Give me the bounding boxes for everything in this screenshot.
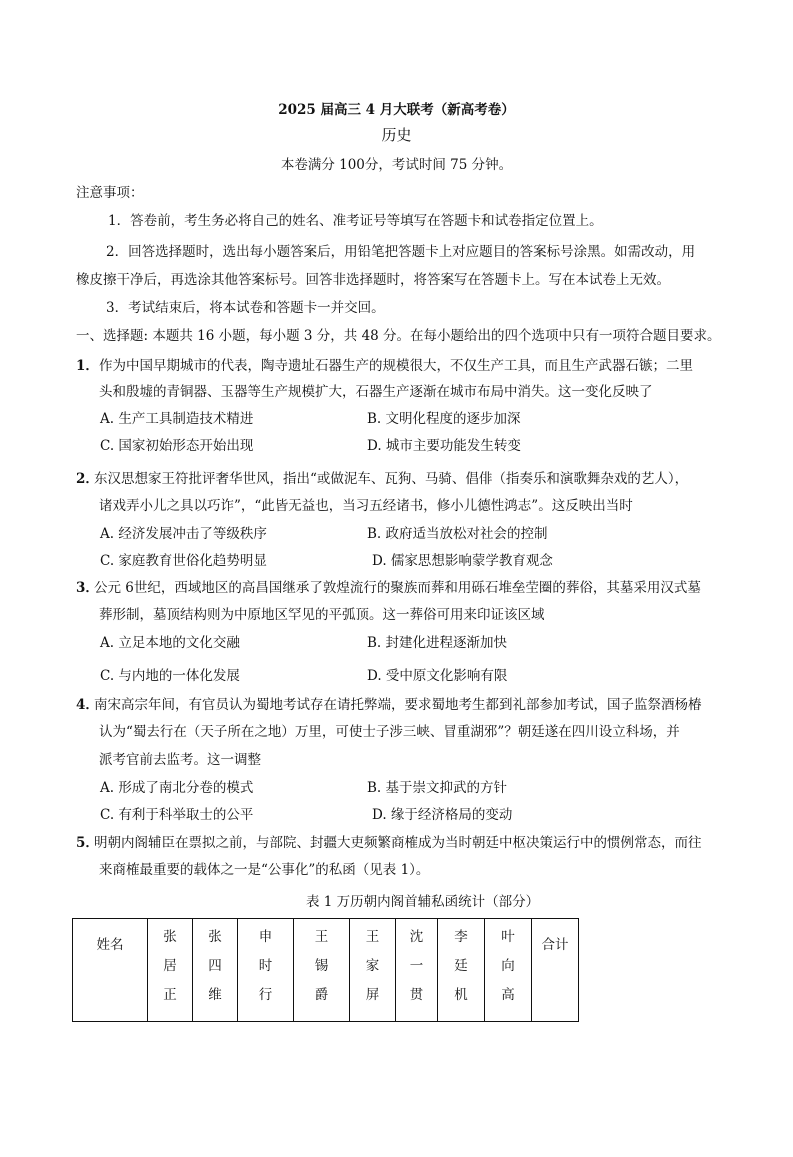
question-1-line-2: 头和殷墟的青铜器、玉器等生产规模扩大，石器生产逐渐在城市布局中消失。这一变化反映了 — [99, 384, 653, 400]
question-3-option-b[interactable]: B. 封建化进程逐渐加快 — [367, 635, 508, 651]
table-header-name: 姓名 — [73, 919, 148, 1022]
table-caption: 表 1 万历朝内阁首辅私函统计（部分） — [306, 894, 540, 910]
question-5-line-2: 来商榷最重要的载体之一是“公事化”的私函（见表 1）。 — [99, 862, 430, 878]
question-3-line-2: 葬形制，墓顶结构则为中原地区罕见的平弧顶。这一葬俗可用来印证该区域 — [99, 607, 545, 623]
notice-item-2-line-2: 橡皮擦干净后，再选涂其他答案标号。回答非选择题时，将答案写在答题卡上。写在本试卷上无效。 — [76, 272, 670, 288]
table-header-row — [73, 919, 579, 1022]
notice-heading: 注意事项： — [76, 185, 144, 201]
notice-item-3: 3．考试结束后，将本试卷和答题卡一并交回。 — [106, 300, 385, 316]
section-heading: 一、选择题: 本题共 16 小题，每小题 3 分，共 48 分。在每小题给出的四个选项中只有一项符合题目要求。 — [76, 328, 721, 344]
private-letters-table — [72, 918, 579, 1022]
question-1-option-d[interactable]: D. 城市主要功能发生转变 — [367, 438, 521, 454]
question-1-option-c[interactable]: C. 国家初始形态开始出现 — [100, 438, 254, 454]
subject-title: 历史 — [381, 126, 412, 144]
question-4-option-c[interactable]: C. 有利于科举取士的公平 — [100, 807, 254, 823]
question-3-option-a[interactable]: A. 立足本地的文化交融 — [100, 635, 240, 651]
notice-item-2-line-1: 2．回答选择题时，选出每小题答案后，用铅笔把答题卡上对应题目的答案标号涂黑。如需改动，用 — [106, 244, 696, 260]
question-2-number: 2． — [76, 471, 99, 487]
table-header-cell: 李 廷 机 — [438, 919, 485, 1022]
table-header-cell: 王 家 屏 — [350, 919, 396, 1022]
question-3-option-d[interactable]: D. 受中原文化影响有限 — [367, 668, 508, 684]
question-1-number: 1． — [76, 358, 99, 374]
question-4-line-1: 南宋高宗年间，有官员认为蜀地考试存在请托弊端，要求蜀地考生都到礼部参加考试，国子监祭酒杨椿 — [94, 697, 702, 713]
question-1-option-b[interactable]: B. 文明化程度的逐步加深 — [367, 411, 521, 427]
exam-info: 本卷满分 100分，考试时间 75 分钟。 — [280, 157, 513, 173]
question-2-line-2: 诸戏弄小儿之具以巧诈”，“此皆无益也，当习五经诸书，修小儿德性鸿志”。这反映出当时 — [99, 498, 633, 514]
question-1-line-1: 作为中国早期城市的代表，陶寺遗址石器生产的规模很大，不仅生产工具，而且生产武器石镞；二里 — [99, 358, 693, 374]
question-4-option-a[interactable]: A. 形成了南北分卷的模式 — [100, 780, 254, 796]
question-2-option-b[interactable]: B. 政府适当放松对社会的控制 — [367, 526, 548, 542]
question-5-line-1: 明朝内阁辅臣在票拟之前，与部院、封疆大吏频繁商榷成为当时朝廷中枢决策运行中的惯例常态，而往 — [94, 835, 702, 851]
table-header-cell: 申 时 行 — [238, 919, 294, 1022]
question-2-line-1: 东汉思想家王符批评奢华世风，指出“或做泥车、瓦狗、马骑、倡俳（指奏乐和演歌舞杂戏的艺人）， — [94, 471, 689, 487]
question-3-number: 3． — [76, 580, 99, 596]
question-4-option-d[interactable]: D. 缘于经济格局的变动 — [372, 807, 513, 823]
question-2-option-c[interactable]: C. 家庭教育世俗化趋势明显 — [100, 553, 267, 569]
question-2-option-d[interactable]: D. 儒家思想影响蒙学教育观念 — [372, 553, 553, 569]
question-4-line-2: 认为“蜀去行在（天子所在之地）万里，可使士子涉三峡、冒重湖邪”？朝廷遂在四川设立科场，并 — [99, 724, 680, 740]
question-1-option-a[interactable]: A. 生产工具制造技术精进 — [100, 411, 254, 427]
question-5-number: 5． — [76, 835, 99, 851]
question-4-line-3: 派考官前去监考。这一调整 — [99, 752, 261, 768]
table-header-cell: 王 锡 爵 — [294, 919, 350, 1022]
table-header-cell: 张 四 维 — [193, 919, 238, 1022]
exam-title: 2025 届高三 4 月大联考（新高考卷） — [278, 102, 515, 118]
question-3-line-1: 公元 6世纪，西域地区的高昌国继承了敦煌流行的聚族而葬和用砾石堆垒茔圈的葬俗，其墓采用汉式墓 — [94, 580, 701, 596]
notice-item-1: 1．答卷前，考生务必将自己的姓名、准考证号等填写在答题卡和试卷指定位置上。 — [108, 213, 603, 229]
table-header-cell: 沈 一 贯 — [396, 919, 438, 1022]
table-header-cell: 叶 向 高 — [485, 919, 532, 1022]
question-4-option-b[interactable]: B. 基于崇文抑武的方针 — [367, 780, 508, 796]
question-2-option-a[interactable]: A. 经济发展冲击了等级秩序 — [100, 526, 267, 542]
question-3-option-c[interactable]: C. 与内地的一体化发展 — [100, 668, 240, 684]
question-4-number: 4． — [76, 697, 99, 713]
table-header-total: 合计 — [532, 919, 579, 1022]
table-header-cell: 张 居 正 — [148, 919, 193, 1022]
